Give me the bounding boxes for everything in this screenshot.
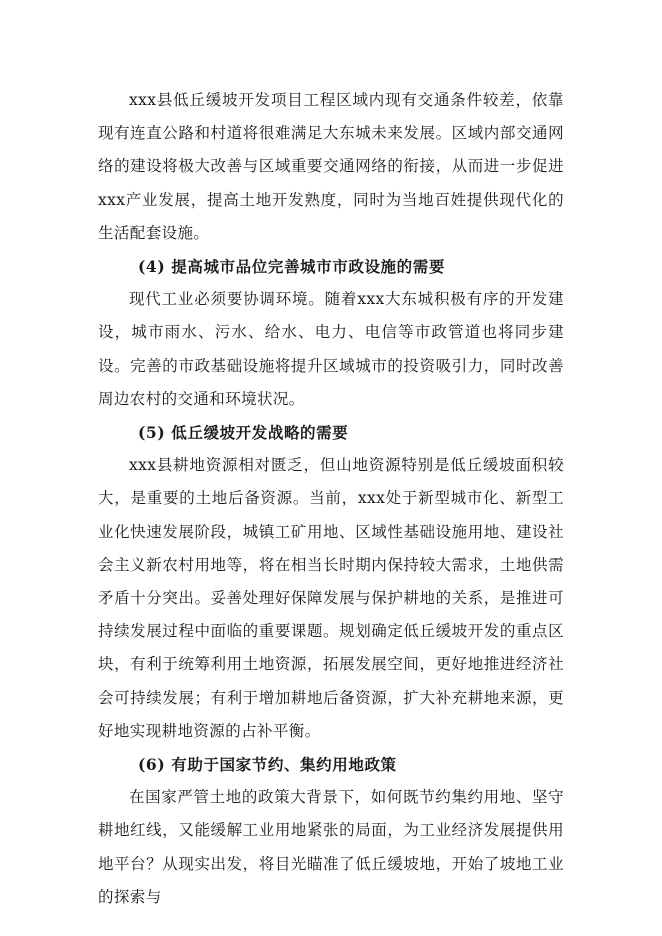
paragraph-land-policy: 在国家严管土地的政策大背景下，如何既节约集约用地、坚守耕地红线，又能缓解工业用地紧张的局面，为工业经济发展提供用地平台？从现实出发，将目光瞄准了低丘缓坡地，开始了坡地工业的探索与 (98, 788, 564, 906)
heading-5-strategy: (5) 低丘缓坡开发战略的需要 (138, 423, 349, 443)
paragraph-strategy: xxx县耕地资源相对匮乏，但山地资源特别是低丘缓坡面积较大，是重要的土地后备资源。当前，xxx处于新型城市化、新型工业化快速发展阶段，城镇工矿用地、区域性基础设施用地、建设社会主义新农村用地等，将在相当长时期内保持较大需求，土地供需矛盾十分突出。妥善处理好保障发展与保护耕地的关系，是推进可持续发展过程中面临的重要课题。规划确定低丘缓坡开发的重点区块，有利于统筹利用土地资源，拓展发展空间，更好地推进经济社会可持续发展；有利于增加耕地后备资源，扩大补充耕地来源，更好地实现耕地资源的占补平衡。 (98, 456, 564, 740)
paragraph-transport: xxx县低丘缓坡开发项目工程区域内现有交通条件较差，依靠现有连直公路和村道将很难满足大东城未来发展。区域内部交通网络的建设将极大改善与区域重要交通网络的衔接，从而进一步促进xxx产业发展，提高土地开发熟度，同时为当地百姓提供现代化的生活配套设施。 (98, 91, 564, 242)
heading-6-land-policy: (6) 有助于国家节约、集约用地政策 (138, 755, 397, 775)
paragraph-municipal: 现代工业必须要协调环境。随着xxx大东城积极有序的开发建设，城市雨水、污水、给水、电力、电信等市政管道也将同步建设。完善的市政基础设施将提升区域城市的投资吸引力，同时改善周边农村的交通和环境状况。 (98, 290, 564, 408)
heading-4-municipal: (4) 提高城市品位完善城市市政设施的需要 (138, 257, 445, 277)
